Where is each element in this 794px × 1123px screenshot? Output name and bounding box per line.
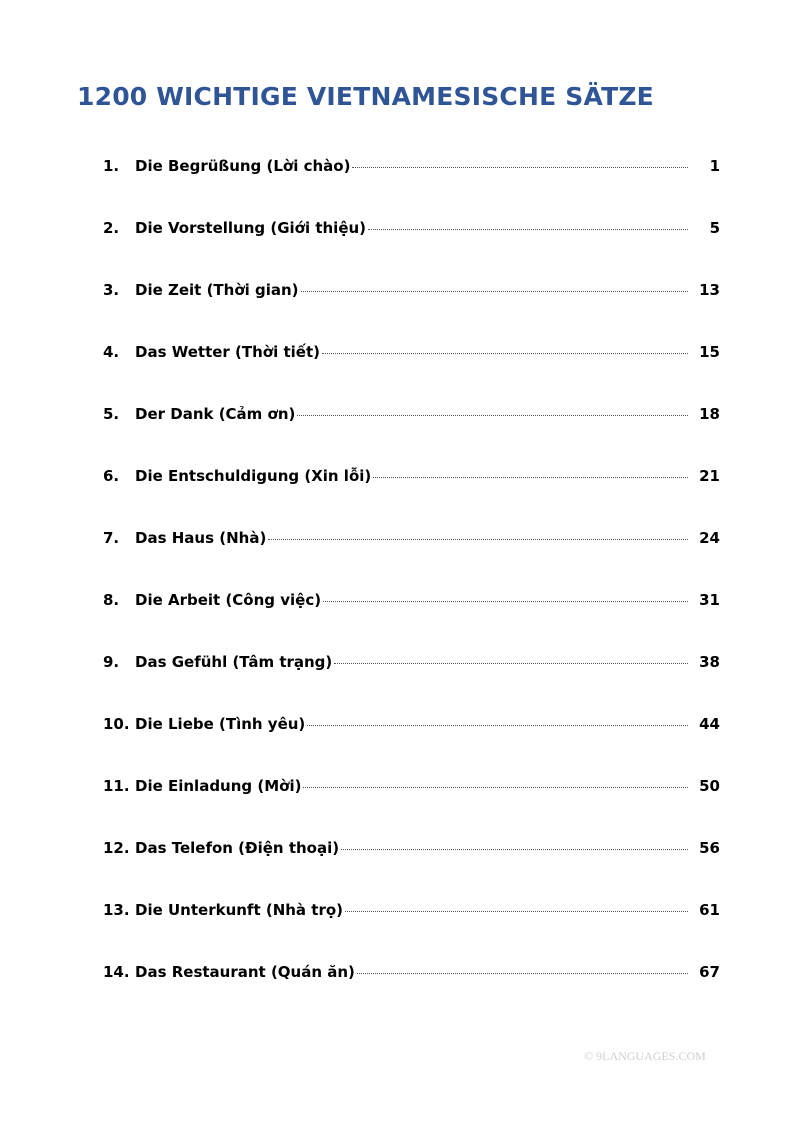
document-title: 1200 WICHTIGE VIETNAMESISCHE SÄTZE — [77, 82, 654, 111]
toc-entry-page: 13 — [699, 281, 720, 299]
toc-entry-number: 14. — [103, 963, 130, 981]
toc-dot-leader — [268, 538, 688, 540]
copyright-footer: © 9LANGUAGES.COM — [584, 1049, 706, 1063]
table-of-contents — [103, 157, 720, 1025]
toc-entry-label: Der Dank (Cảm ơn) — [135, 405, 296, 423]
toc-entry[interactable] — [103, 157, 720, 219]
toc-entry-number: 3. — [103, 281, 120, 299]
toc-entry-label: Die Unterkunft (Nhà trọ) — [135, 901, 344, 919]
toc-entry[interactable] — [103, 901, 720, 963]
toc-entry-label: Das Telefon (Điện thoại) — [135, 839, 340, 857]
toc-entry-label: Das Gefühl (Tâm trạng) — [135, 653, 333, 671]
toc-entry-number: 13. — [103, 901, 130, 919]
toc-dot-leader — [334, 662, 688, 664]
toc-entry[interactable] — [103, 715, 720, 777]
toc-entry[interactable] — [103, 281, 720, 343]
toc-entry-label: Die Entschuldigung (Xin lỗi) — [135, 467, 372, 485]
toc-entry-number: 4. — [103, 343, 120, 361]
toc-dot-leader — [357, 972, 688, 974]
toc-entry-number: 7. — [103, 529, 120, 547]
toc-entry-page: 67 — [699, 963, 720, 981]
toc-entry-number: 6. — [103, 467, 120, 485]
toc-entry-page: 21 — [699, 467, 720, 485]
toc-dot-leader — [345, 910, 688, 912]
toc-entry[interactable] — [103, 405, 720, 467]
toc-entry[interactable] — [103, 467, 720, 529]
toc-entry-page: 38 — [699, 653, 720, 671]
toc-entry-page: 61 — [699, 901, 720, 919]
toc-dot-leader — [307, 724, 688, 726]
toc-entry-number: 1. — [103, 157, 120, 175]
toc-entry-page: 56 — [699, 839, 720, 857]
toc-entry[interactable] — [103, 529, 720, 591]
toc-entry-page: 18 — [699, 405, 720, 423]
toc-entry[interactable] — [103, 591, 720, 653]
toc-entry-number: 8. — [103, 591, 120, 609]
toc-entry-page: 15 — [699, 343, 720, 361]
toc-entry-number: 10. — [103, 715, 130, 733]
toc-entry-page: 50 — [699, 777, 720, 795]
toc-entry-number: 9. — [103, 653, 120, 671]
toc-entry-page: 24 — [699, 529, 720, 547]
toc-entry[interactable] — [103, 963, 720, 1025]
toc-entry-label: Die Einladung (Mời) — [135, 777, 302, 795]
toc-entry-label: Das Haus (Nhà) — [135, 529, 267, 547]
toc-dot-leader — [297, 414, 688, 416]
toc-entry-label: Die Arbeit (Công việc) — [135, 591, 322, 609]
toc-entry[interactable] — [103, 343, 720, 405]
toc-entry-label: Das Restaurant (Quán ăn) — [135, 963, 355, 981]
toc-entry-label: Die Liebe (Tình yêu) — [135, 715, 306, 733]
toc-entry[interactable] — [103, 219, 720, 281]
toc-dot-leader — [341, 848, 688, 850]
toc-entry-label: Das Wetter (Thời tiết) — [135, 343, 320, 361]
toc-dot-leader — [301, 290, 688, 292]
toc-entry-number: 2. — [103, 219, 120, 237]
toc-entry[interactable] — [103, 777, 720, 839]
toc-entry[interactable] — [103, 839, 720, 901]
toc-dot-leader — [352, 166, 688, 168]
toc-dot-leader — [323, 600, 688, 602]
toc-entry-number: 12. — [103, 839, 130, 857]
toc-entry-label: Die Vorstellung (Giới thiệu) — [135, 219, 367, 237]
toc-entry-page: 44 — [699, 715, 720, 733]
toc-entry-number: 11. — [103, 777, 130, 795]
toc-dot-leader — [368, 228, 688, 230]
toc-dot-leader — [303, 786, 688, 788]
toc-entry[interactable] — [103, 653, 720, 715]
toc-dot-leader — [373, 476, 688, 478]
toc-entry-label: Die Begrüßung (Lời chào) — [135, 157, 351, 175]
toc-dot-leader — [322, 352, 688, 354]
toc-entry-page: 1 — [709, 157, 720, 175]
toc-entry-number: 5. — [103, 405, 120, 423]
toc-entry-label: Die Zeit (Thời gian) — [135, 281, 299, 299]
toc-entry-page: 31 — [699, 591, 720, 609]
toc-entry-page: 5 — [709, 219, 720, 237]
